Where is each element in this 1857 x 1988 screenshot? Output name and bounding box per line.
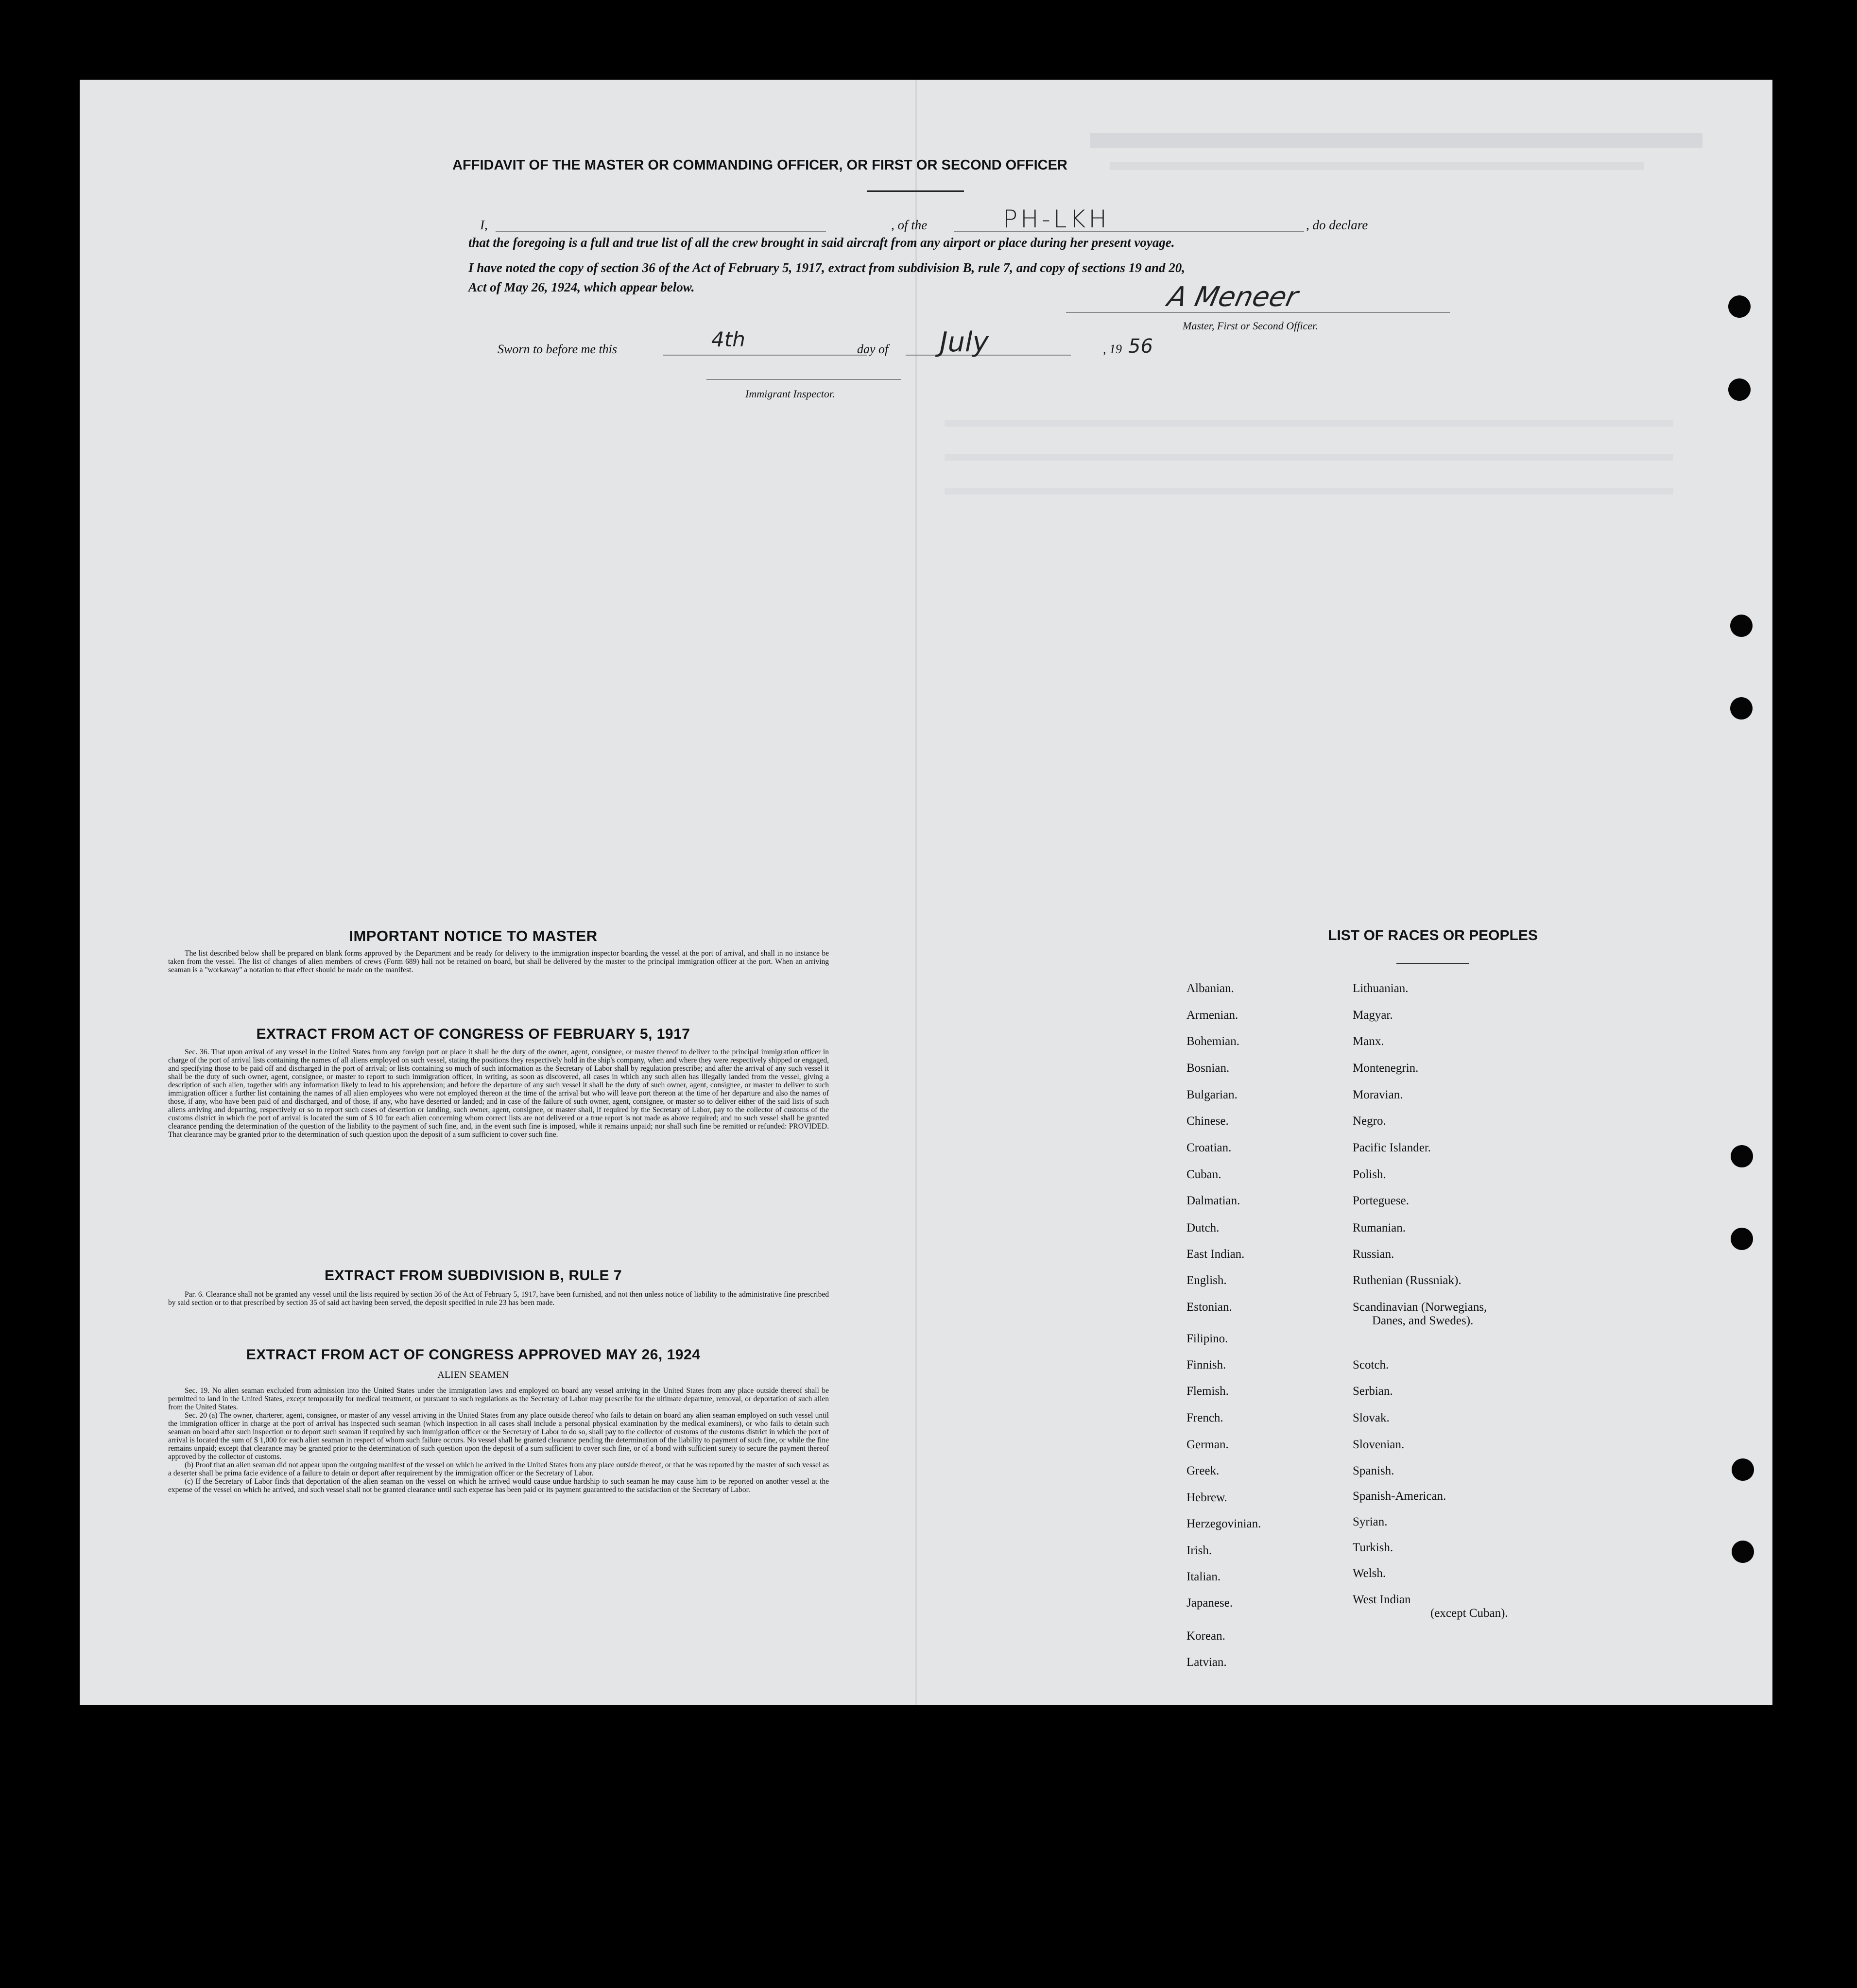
affidavit-title: AFFIDAVIT OF THE MASTER OR COMMANDING OFFICER, OR FIRST OR SECOND OFFICER <box>452 157 1067 173</box>
race-item: Danes, and Swedes). <box>1372 1314 1474 1327</box>
race-item: Bohemian. <box>1186 1035 1240 1048</box>
race-item: Magyar. <box>1353 1009 1393 1022</box>
races-title: LIST OF RACES OR PEOPLES <box>1328 927 1538 943</box>
sec-20b-paragraph: (b) Proof that an alien seaman did not appear upon the outgoing manifest of the vessel on which he arrived in the United States from any place outside thereof, or that he was reported by the master of such vessel as a deserter shall be prima facie evidence of a failure to detain or deport after requirement by the immigration officer or the Secretary of Labor. <box>168 1461 829 1477</box>
race-item: Serbian. <box>1353 1385 1393 1398</box>
day-of-label: day of <box>857 342 889 356</box>
race-item: Estonian. <box>1186 1301 1232 1314</box>
race-item: Slovak. <box>1353 1411 1390 1424</box>
race-item: Polish. <box>1353 1168 1386 1181</box>
race-item: Manx. <box>1353 1035 1384 1048</box>
sec-20c-paragraph: (c) If the Secretary of Labor finds that deportation of the alien seaman on the vessel on which he arrived would cause undue hardship to such seaman he may cause him to be reported on another vessel at the expense of the vessel on which he arrived, and such vessel shall not be granted clearance until such expense has been paid or its payment guaranteed to the satisfaction of the Secretary of Labor. <box>168 1477 829 1494</box>
extract-1917-title: EXTRACT FROM ACT OF CONGRESS OF FEBRUARY 5, 1917 <box>256 1026 690 1042</box>
race-item: Korean. <box>1186 1629 1225 1643</box>
race-item: Moravian. <box>1353 1088 1403 1101</box>
alien-seamen-subtitle: ALIEN SEAMEN <box>437 1370 509 1380</box>
day-blank <box>663 355 867 356</box>
sworn-label: Sworn to before me this <box>498 342 618 356</box>
punch-hole <box>1732 1541 1754 1563</box>
inspector-caption: Immigrant Inspector. <box>745 388 835 400</box>
master-signature: A Meneer <box>1165 281 1301 313</box>
punch-hole <box>1730 697 1753 720</box>
name-blank <box>496 231 826 232</box>
bleed-through-row <box>945 488 1673 495</box>
affidavit-line-4: Act of May 26, 1924, which appear below. <box>468 280 695 294</box>
master-caption: Master, First or Second Officer. <box>1183 320 1318 332</box>
race-item: Greek. <box>1186 1464 1220 1477</box>
punch-hole <box>1728 295 1751 318</box>
race-item: Herzegovinian. <box>1186 1517 1261 1530</box>
race-item: Filipino. <box>1186 1332 1228 1345</box>
race-item: Rumanian. <box>1353 1221 1406 1234</box>
race-item: Ruthenian (Russniak). <box>1353 1274 1462 1287</box>
race-item: Lithuanian. <box>1353 982 1409 995</box>
race-item: Finnish. <box>1186 1358 1226 1371</box>
race-item: Welsh. <box>1353 1567 1386 1580</box>
extract-1924-text <box>168 1387 829 1494</box>
extract-1917-paragraph: Sec. 36. That upon arrival of any vessel in the United States from any foreign port or place it shall be the duty of the owner, agent, consignee, or master thereof to deliver to the principal immigration officer in charge of the port of arrival lists containing the names of all aliens employed on such vessel, stating the positions they respectively hold in the ship's company, when and where they were respectively shipped or engaged, and specifying those to be paid off and discharged in the port of arrival; or lists containing so much of such information as the Secretary of Labor shall by regulation prescribe; and after the arrival of any such vessel it shall be the duty of such owner, agent, consignee, or master to report to such immigration officer, in writing, as soon as discovered, all cases in which any such alien has illegally landed from the vessel, giving a description of such alien, together with any information likely to lead to his apprehension; and before the departure of any such vessel it shall be the duty of such owner, agent, consignee, or master to deliver to such immigration officer a further list containing the names of all alien employees who were not employed thereon at the time of the arrival but who will leave port thereon at the time of her departure and also the names of those, if any, who have been paid of and discharged, and of those, if any, who have deserted or landed; and in case of the failure of such owner, agent, consignee, or master so to deliver either of the said lists of such aliens arriving and departing, respectively or so to report such cases of desertion or landing, such owner, agent, consignee, or master shall, if required by the Secretary of Labor, pay to the collector of customs of the customs district in which the port of arrival is located the sum of $ 10 for each alien concerning whom correct lists are not delivered or a true report is not made as above required; and no such vessel shall be granted clearance pending the determination of the question of the liability to the payment of such fine, and, in the event such fine is imposed, while it remains unpaid; nor shall such fine be remitted or refunded: PROVIDED. That clearance may be granted prior to the determination of such question upon the deposit of a sum sufficient to cover such fine. <box>168 1048 829 1139</box>
race-item: Scandinavian (Norwegians, <box>1353 1301 1487 1314</box>
sec-20a-paragraph: Sec. 20 (a) The owner, charterer, agent, consignee, or master of any vessel arriving in the United States from any place outside thereof who fails to detain on board any alien seaman employed on such vessel until the immigration officer in charge at the port of arrival has inspected such seaman (which inspection in all cases shall include a personal physical examination by the medical examiners), or who fails to detain such seaman on board after such inspection or to deport such seaman if required by such immigration officer or the Secretary of Labor to do so, shall pay to the collector of customs of the customs district in which the port of arrival is located the sum of $ 1,000 for each alien seaman in respect of whom such failure occurs. No vessel shall be granted clearance pending the determination of the liability to payment of such fine, or while the fine remains unpaid; except that clearance may be granted prior to the determination of such question upon the deposit of a sum sufficient to cover such fine, or of a bond with sufficient surety to secure the payment thereof approved by the collector of customs. <box>168 1411 829 1461</box>
race-item: Latvian. <box>1186 1656 1227 1669</box>
race-item: (except Cuban). <box>1430 1607 1508 1620</box>
month-handwritten: July <box>940 326 989 358</box>
day-handwritten: 4th <box>711 327 745 351</box>
races-rule <box>1396 963 1469 964</box>
year-prefix: , 19 <box>1103 342 1122 356</box>
punch-hole <box>1728 378 1751 401</box>
race-item: Armenian. <box>1186 1009 1238 1022</box>
inspector-line <box>706 379 901 380</box>
punch-hole <box>1731 1145 1753 1167</box>
subdivision-title: EXTRACT FROM SUBDIVISION B, RULE 7 <box>324 1268 622 1284</box>
bleed-through-row <box>945 420 1673 427</box>
race-item: Montenegrin. <box>1353 1062 1419 1075</box>
notice-text <box>168 949 829 974</box>
aircraft-handwritten: PH-LKH <box>1003 205 1110 233</box>
title-rule <box>867 190 964 192</box>
race-item: West Indian <box>1353 1593 1411 1606</box>
race-item: English. <box>1186 1274 1227 1287</box>
race-item: Bulgarian. <box>1186 1088 1238 1101</box>
bleed-through-row <box>945 454 1673 461</box>
race-item: Scotch. <box>1353 1358 1389 1371</box>
do-declare-label: , do declare <box>1306 218 1368 232</box>
race-item: Slovenian. <box>1353 1438 1405 1451</box>
punch-hole <box>1732 1458 1754 1481</box>
race-item: Spanish. <box>1353 1464 1394 1477</box>
subdivision-paragraph: Par. 6. Clearance shall not be granted any vessel until the lists required by section 36 of the Act of February 5, 1917, have been furnished, and not then unless notice of liability to the administrative fine prescribed by said section or to that prescribed by section 35 of said act having been served, the deposit specified in rule 23 has been made. <box>168 1290 829 1307</box>
race-item: Italian. <box>1186 1570 1221 1583</box>
race-item: East Indian. <box>1186 1248 1245 1261</box>
race-item: French. <box>1186 1411 1223 1424</box>
year-handwritten: 56 <box>1128 335 1153 358</box>
race-item: Albanian. <box>1186 982 1234 995</box>
bleed-through-header <box>1090 133 1702 148</box>
race-item: Bosnian. <box>1186 1062 1230 1075</box>
affidavit-line-2: that the foregoing is a full and true list of all the crew brought in said aircraft from any airport or place during her present voyage. <box>468 235 1175 250</box>
race-item: Spanish-American. <box>1353 1490 1446 1503</box>
punch-hole <box>1731 1228 1753 1250</box>
extract-1917-text <box>168 1048 829 1139</box>
race-item: Hebrew. <box>1186 1491 1227 1504</box>
race-item: Porteguese. <box>1353 1194 1409 1207</box>
race-item: German. <box>1186 1438 1229 1451</box>
race-item: Cuban. <box>1186 1168 1221 1181</box>
race-item: Chinese. <box>1186 1114 1229 1128</box>
race-item: Dutch. <box>1186 1221 1220 1234</box>
document-sheet <box>80 80 1772 1705</box>
race-item: Russian. <box>1353 1248 1394 1261</box>
race-item: Syrian. <box>1353 1515 1388 1528</box>
race-item: Turkish. <box>1353 1541 1393 1554</box>
race-item: Negro. <box>1353 1114 1386 1128</box>
race-item: Pacific Islander. <box>1353 1141 1431 1154</box>
race-item: Flemish. <box>1186 1385 1229 1398</box>
notice-paragraph: The list described below shall be prepared on blank forms approved by the Department and be ready for delivery to the immigration inspector boarding the vessel at the port of arrival, and shall in no instance be taken from the vessel. The list of changes of alien members of crews (Form 689) hall not be retained on board, but shall be delivered by the master to the principal immigration officer at the port. When an arriving seaman is a "workaway" a notation to that effect should be made on the manifest. <box>168 949 829 974</box>
race-item: Japanese. <box>1186 1596 1233 1610</box>
of-the-label: , of the <box>891 218 928 232</box>
subdivision-text <box>168 1290 829 1307</box>
sec-19-paragraph: Sec. 19. No alien seaman excluded from admission into the United States under the immigration laws and employed on board any vessel arriving in the United States from any place outside thereof shall be permitted to land in the United States, except temporarily for medical treatment, or pursuant to such regulations as the Secretary of Labor may prescribe for the ultimate departure, removal, or deportation of such alien from the United States. <box>168 1387 829 1411</box>
race-item: Croatian. <box>1186 1141 1232 1154</box>
race-item: Irish. <box>1186 1544 1212 1557</box>
race-item: Dalmatian. <box>1186 1194 1240 1207</box>
affidavit-line-3: I have noted the copy of section 36 of the Act of February 5, 1917, extract from subdivision B, rule 7, and copy of sections 19 and 20, <box>468 260 1185 275</box>
affidavit-i-label: I, <box>480 218 488 232</box>
notice-title: IMPORTANT NOTICE TO MASTER <box>349 927 598 944</box>
extract-1924-title: EXTRACT FROM ACT OF CONGRESS APPROVED MAY 26, 1924 <box>246 1347 701 1363</box>
page-fold <box>915 80 917 1705</box>
punch-hole <box>1730 615 1753 637</box>
